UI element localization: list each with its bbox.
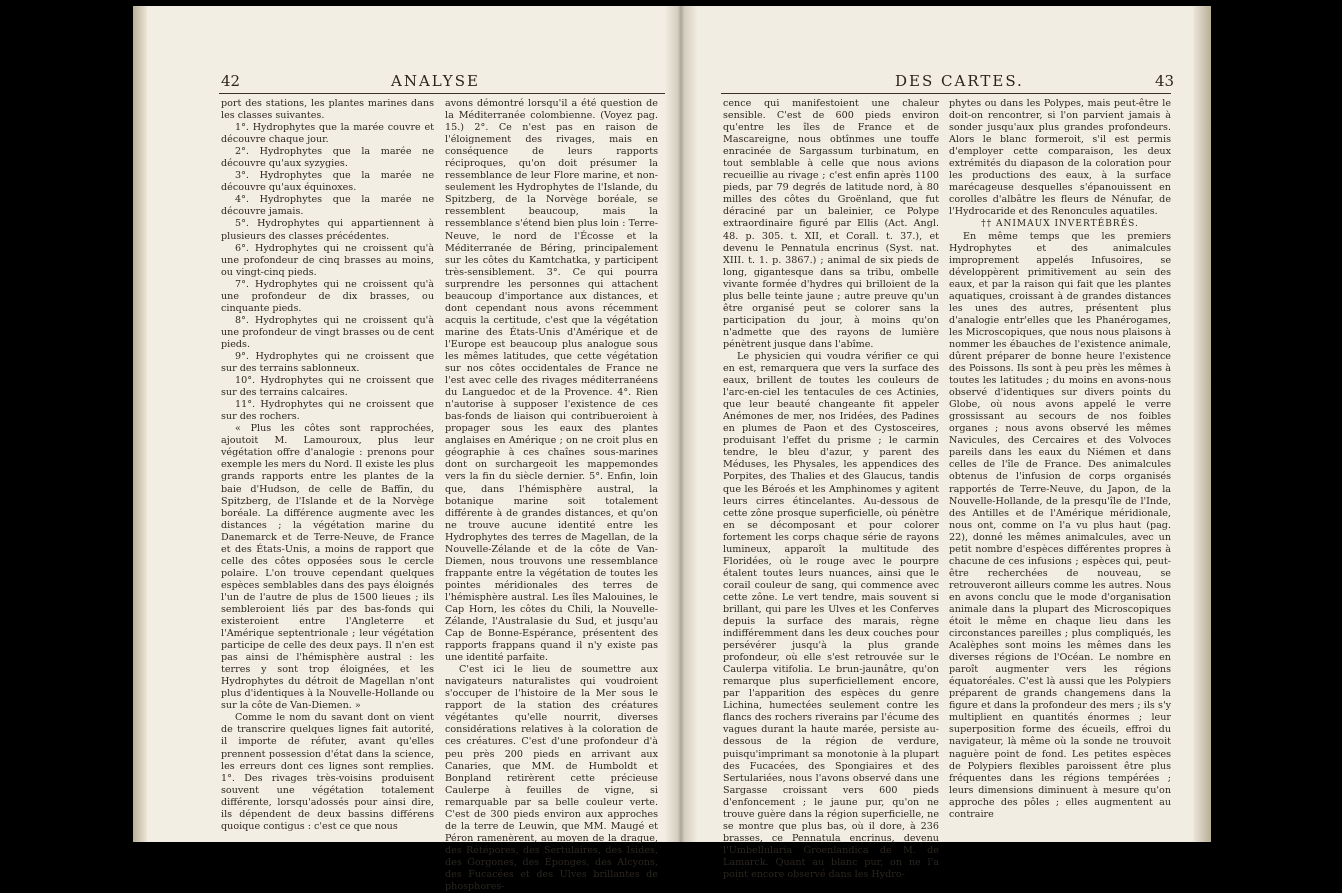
paragraph: 9°. Hydrophytes qui ne croissent que sur des terrains sablonneux. xyxy=(221,350,434,375)
paragraph: 10°. Hydrophytes qui ne croissent que sur des terrains calcaires. xyxy=(221,375,434,399)
left-column-2 xyxy=(445,98,658,893)
open-book xyxy=(133,6,1211,893)
paragraph: port des stations, les plantes marines dans les classes suivantes. xyxy=(221,98,434,122)
paragraph: 3°. Hydrophytes que la marée ne découvre qu'aux équinoxes. xyxy=(221,170,434,194)
page-number-left: 42 xyxy=(221,72,241,90)
page-edge-left xyxy=(133,6,147,842)
section-subheading: †† ANIMAUX INVERTÉBRÉS. xyxy=(981,219,1139,230)
paragraph: « Plus les côtes sont rapprochées, ajoutoit M. Lamouroux, plus leur végétation offre d'analogie : prenons pour exemple les mers du Nord. Il existe les plus grands rapports entre les plantes de la baie d'Hudson, de celle de Baffin, du Spitzberg, de l'Islande et de la Norvège boréale. La différence augmente avec les distances ; la végétation marine du Danemarck et de Terre-Neuve, de France et des États-Unis, a moins de rapport que celle des côtes opposées sous le cercle polaire. L'on trouve cependant quelques espèces semblables dans des pays éloignés l'un de l'autre de plus de 1500 lieues ; ils sembleroient liés par des bas-fonds qui existeroient entre l'Angleterre et l'Amérique septentrionale ; leur végétation participe de celle des deux pays. Il n'en est pas ainsi de l'hémisphère austral : les terres y sont trop éloignées, et les Hydrophytes du détroit de Magellan n'ont plus d'identiques à la Nouvelle-Hollande ou sur la côte de Van-Diemen. » xyxy=(221,423,434,712)
running-header-left: ANALYSE xyxy=(391,72,480,90)
paragraph: phytes ou dans les Polypes, mais peut-être le doit-on rencontrer, si l'on parvient jamais à sonder jusqu'aux plus grandes profondeurs. Alors le blanc formeroit, s'il est permis d'employer cette comparaison, les deux extrémités du diapason de la coloration pour les productions des eaux, à la surface marécageuse desquelles s'épanouissent en corolles d'albâtre les fleurs de Nénufar, de l'Hydrocaride et des Renoncules aquatiles. xyxy=(949,98,1171,218)
book-spine xyxy=(664,6,698,842)
left-column-1 xyxy=(221,98,434,832)
paragraph: cence qui manifestoient une chaleur sensible. C'est de 600 pieds environ qu'entre les îles de France et de Mascareigne, nous obtînmes une touffe enracinée de Sargassum turbinatum, en tout semblable à celle que nous avions recueillie au rivage ; c'est enfin après 1100 pieds, par 79 degrés de latitude nord, à 80 milles des côtes du Groënland, que fut déraciné par un baleinier, ce Polype extraordinaire figuré par Ellis (Act. Angl. 48. p. 305. t. XII, et Corall. t. 37.), et devenu le Pennatula encrinus (Syst. nat. XIII. t. 1. p. 3867.) ; animal de six pieds de long, gigantesque dans sa tribu, ombelle vivante formée d'hydres qui brilloient de la plus belle teinte jaune ; autre preuve qu'un être organisé peut se colorer sans la participation du jour, à moins qu'on n'admette que des rayons de lumière pénètrent jusque dans l'abîme. xyxy=(723,98,939,350)
paragraph: 6°. Hydrophytes qui ne croissent qu'à une profondeur de cinq brasses au moins, ou vingt-cinq pieds. xyxy=(221,242,434,278)
paragraph: avons démontré lorsqu'il a été question de la Méditerranée colombienne. (Voyez pag. 15.) 2°. Ce n'est pas en raison de l'éloignement des rivages, mais en conséquence de leurs rapports réciproques, qu'on doit présumer la ressemblance de leur Flore marine, et non-seulement les Hydrophytes de l'Islande, du Spitzberg, de la Norvège boréale, se ressemblent beaucoup, mais la ressemblance s'étend bien plus loin : Terre-Neuve, le nord de l'Écosse et la Méditerranée de Béring, principalement sur les côtes du Kamtchatka, y participent très-sensiblement. 3°. Ce qui pourra surprendre les personnes qui attachent beaucoup d'importance aux distances, et dont cependant nous avons récemment acquis la certitude, c'est que la végétation marine des États-Unis d'Amérique et de l'Europe est beaucoup plus analogue sous les mêmes latitudes, que cette végétation sur nos côtes occidentales de France ne l'est avec celle des rivages méditerranéens du Languedoc et de la Provence. 4°. Rien n'autorise à supposer l'existence de ces bas-fonds de liaison qui contribueroient à propager sous les eaux des plantes anglaises en Amérique ; on ne croit plus en géographie à ces chaînes sous-marines dont on surchargeoit les mappemondes vers la fin du siècle dernier. 5°. Enfin, loin que, dans l'hémisphère austral, la botanique marine soit totalement différente à de grandes distances, et qu'on ne trouve aucune identité entre les Hydrophytes des terres de Magellan, de la Nouvelle-Zélande et de la côte de Van-Diemen, nous trouvons une ressemblance frappante entre la végétation de toutes les pointes méridionales des terres de l'hémisphère austral. Les îles Malouines, le Cap Horn, les côtes du Chili, la Nouvelle-Zélande, l'Australasie du Sud, et jusqu'au Cap de Bonne-Espérance, présentent des rapports frappans quand il n'y existe pas une identité parfaite. xyxy=(445,98,658,664)
paragraph: En même temps que les premiers Hydrophytes et des animalcules improprement appelés Infusoires, se développèrent primitivement au sein des eaux, et par la raison qui fait que les plantes aquatiques, croissant à de grandes distances les unes des autres, présentent plus d'analogie entr'elles que les Phanérogames, les Microscopiques, que nous nous plaisons à nommer les ébauches de l'existence animale, dûrent préparer de bonne heure l'existence des Poissons. Ils sont à peu près les mêmes à toutes les latitudes ; du moins en avons-nous observé d'identiques sur divers points du Globe, où nous avons appelé le verre grossissant au secours de nos foibles organes ; nous avons observé les mêmes Navicules, des Cercaires et des Volvoces pareils dans les eaux du Niémen et dans celles de l'île de France. Des animalcules obtenus de l'infusion de corps organisés rapportés de Terre-Neuve, du Japon, de la Nouvelle-Hollande, de la presqu'île de l'Inde, des Antilles et de l'Amérique méridionale, nous ont, comme on l'a vu plus haut (pag. 22), donné les mêmes animalcules, avec un petit nombre d'espèces différentes propres à chacune de ces infusions ; espèces qui, peut-être recherchées de nouveau, se retrouveront ailleurs comme les autres. Nous en avons conclu que le mode d'organisation animale dans la plupart des Microscopiques étoit le même en chaque lieu dans les circonstances pareilles ; plus compliqués, les Acalèphes sont moins les mêmes dans les diverses régions de l'Océan. Le nombre en paroît augmenter vers les régions équatoréales. C'est là aussi que les Polypiers préparent de grands changemens dans la figure et dans la profondeur des mers ; ils s'y multiplient en quantités énormes ; leur superposition forme des écueils, effroi du navigateur, là même où la sonde ne trouvoit naguère point de fond. Les petites espèces de Polypiers flexibles paroissent être plus fréquentes dans les régions tempérées ; leurs dimensions diminuent à mesure qu'on approche des pôles ; elles augmentent au contraire xyxy=(949,230,1171,820)
paragraph: 4°. Hydrophytes que la marée ne découvre jamais. xyxy=(221,194,434,218)
header-rule-left xyxy=(219,93,665,94)
left-page xyxy=(133,6,681,893)
paragraph: 2°. Hydrophytes que la marée ne découvre qu'aux syzygies. xyxy=(221,146,434,170)
running-header-right: DES CARTES. xyxy=(895,72,1024,90)
paragraph: Comme le nom du savant dont on vient de transcrire quelques lignes fait autorité, il importe de réfuter, avant qu'elles prennent possession d'état dans la science, les erreurs dont ces lignes sont remplies. 1°. Des rivages très-voisins produisent souvent une végétation totalement différente, lorsqu'adossés pour ainsi dire, ils dépendent de deux bassins différens quoique contigus : c'est ce que nous xyxy=(221,712,434,832)
paragraph: C'est ici le lieu de soumettre aux navigateurs naturalistes qui voudroient s'occuper de l'histoire de la Mer sous le rapport de la station des créatures végétantes qu'elle nourrit, diverses considérations relatives à la coloration de ces créatures. C'est d'une profondeur d'à peu près 200 pieds en arrivant aux Canaries, que MM. de Humboldt et Bonpland retirèrent cette précieuse Caulerpe à feuilles de vigne, si remarquable par sa belle couleur verte. C'est de 300 pieds environ aux approches de la terre de Leuwin, que MM. Maugé et Péron ramenèrent, au moyen de la drague, des Rétépores, des Sertulaires, des Isides, des Gorgones, des Éponges, des Alcyons, des Fucacées et des Ulves brillantes de phosphores- xyxy=(445,664,658,893)
page-number-right: 43 xyxy=(1155,72,1175,90)
paragraph: Le physicien qui voudra vérifier ce qui en est, remarquera que vers la surface des eaux, brillent de toutes les couleurs de l'arc-en-ciel les tentacules de ces Actinies, que leur beauté changeante fit appeler Anémones de mer, nos Iridées, des Padines en plumes de Paon et des Cystosceires, produisant l'effet du prisme ; le carmin tendre, le bleu d'azur, y parent des Méduses, les Physales, les appendices des Porpites, des Thalies et des Glaucus, tandis que les Béroés et les Amphinomes y agitent leurs cirres étincelantes. Au-dessous de cette zône prosque superficielle, où pénètre en se décomposant et pour colorer fortement les corps chaque série de rayons lumineux, apparoît la multitude des Floridées, où le rouge avec le pourpre étalent toutes leurs nuances, ainsi que le corail couleur de sang, qui commence avec cette zône. Le vert tendre, mais souvent si brillant, qui pare les Ulves et les Conferves depuis la surface des marais, règne indifféremment dans les deux couches pour persévérer jusqu'à la plus grande profondeur, où elle s'est retrouvée sur le Caulerpa vitifolia. Le brun-jaunâtre, qu'on remarque plus superficiellement encore, par l'apparition des espèces du genre Lichina, humectées seulement contre les flancs des rochers riverains par l'écume des vagues durant la haute marée, persiste au-dessous de la région de verdure, puisqu'imprimant sa monotonie à la plupart des Fucacées, des Spongiaires et des Sertulariées, nous l'avons observé dans une Sargasse croissant vers 600 pieds d'enfoncement ; le jaune pur, qu'on ne trouve guère dans la région superficielle, ne se montre que plus bas, où il dore, à 236 brasses, ce Pennatula encrinus, devenu l'Umbellularia Groenlandica de M. de Lamarck. Quant au blanc pur, on ne l'a point encore observé dans les Hydro- xyxy=(723,350,939,880)
paragraph: 8°. Hydrophytes qui ne croissent qu'à une profondeur de vingt brasses ou de cent pieds. xyxy=(221,314,434,350)
paragraph: 1°. Hydrophytes que la marée couvre et découvre chaque jour. xyxy=(221,122,434,146)
right-column-2-top xyxy=(949,98,1171,218)
paragraph: 5°. Hydrophytes qui appartiennent à plusieurs des classes précédentes. xyxy=(221,218,434,242)
paragraph: 11°. Hydrophytes qui ne croissent que sur des rochers. xyxy=(221,399,434,423)
paragraph: 7°. Hydrophytes qui ne croissent qu'à une profondeur de dix brasses, ou cinquante pieds. xyxy=(221,278,434,314)
header-rule-right xyxy=(721,93,1171,94)
right-column-2-bottom xyxy=(949,231,1171,821)
right-column-2 xyxy=(949,98,1171,820)
right-page xyxy=(681,6,1211,880)
right-column-1 xyxy=(723,98,939,880)
page-edge-right xyxy=(1193,6,1211,842)
